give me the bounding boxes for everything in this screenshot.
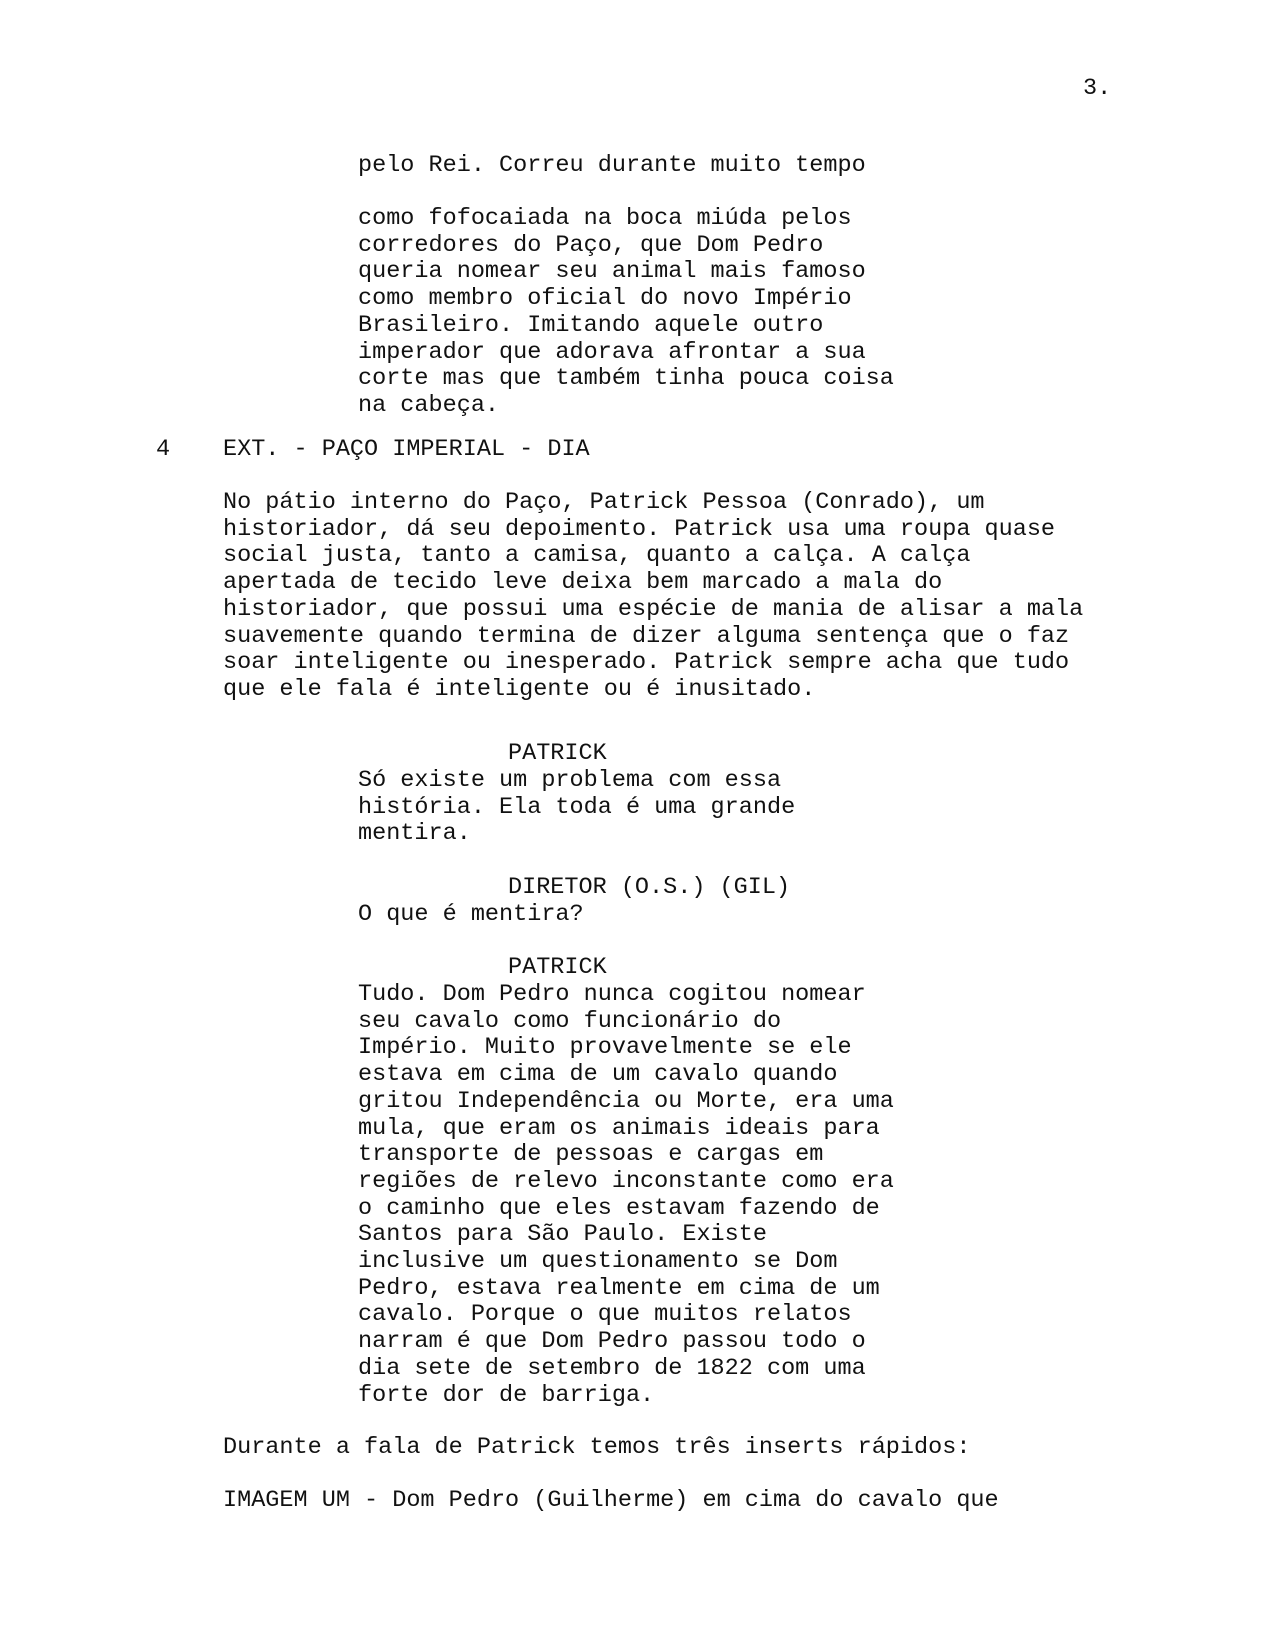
action-paragraph: IMAGEM UM - Dom Pedro (Guilherme) em cima do cavalo que [223, 1487, 999, 1514]
dialogue-line: Só existe um problema com essa história. Ela toda é uma grande mentira. [358, 767, 796, 848]
action-paragraph: Durante a fala de Patrick temos três inserts rápidos: [223, 1434, 971, 1461]
dialogue-line: O que é mentira? [358, 901, 584, 928]
scene-heading: EXT. - PAÇO IMPERIAL - DIA [223, 436, 590, 463]
scene-number: 4 [156, 436, 171, 463]
character-cue: PATRICK [508, 740, 607, 767]
character-cue: DIRETOR (O.S.) (GIL) [508, 874, 791, 901]
character-cue: PATRICK [508, 954, 607, 981]
action-paragraph: No pátio interno do Paço, Patrick Pessoa (Conrado), um historiador, dá seu depoimento. Patrick usa uma roupa quase social justa, tanto a camisa, quanto a calça. A calça apertada de tecido leve deixa bem marcado a mala do historiador, que possui uma espécie de mania de alisar a mala suavemente quando termina de dizer alguma sentença que o faz soar inteligente ou inesperado. Patrick sempre acha que tudo que ele fala é inteligente ou é inusitado. [223, 489, 1084, 703]
page-number: 3. [1083, 75, 1112, 102]
dialogue-line: Tudo. Dom Pedro nunca cogitou nomear seu cavalo como funcionário do Império. Muito provavelmente se ele estava em cima de um cavalo quando gritou Independência ou Morte, era uma mula, que eram os animais ideais para transporte de pessoas e cargas em regiões de relevo inconstante como era o caminho que eles estavam fazendo de Santos para São Paulo. Existe inclusive um questionamento se Dom Pedro, estava realmente em cima de um cavalo. Porque o que muitos relatos narram é que Dom Pedro passou todo o dia sete de setembro de 1822 com uma forte dor de barriga. [358, 981, 894, 1409]
dialogue-continued-line: pelo Rei. Correu durante muito tempo [358, 152, 866, 179]
dialogue-continued-paragraph: como fofocaiada na boca miúda pelos corredores do Paço, que Dom Pedro queria nomear seu animal mais famoso como membro oficial do novo Império Brasileiro. Imitando aquele outro imperador que adorava afrontar a sua corte mas que também tinha pouca coisa na cabeça. [358, 205, 894, 419]
